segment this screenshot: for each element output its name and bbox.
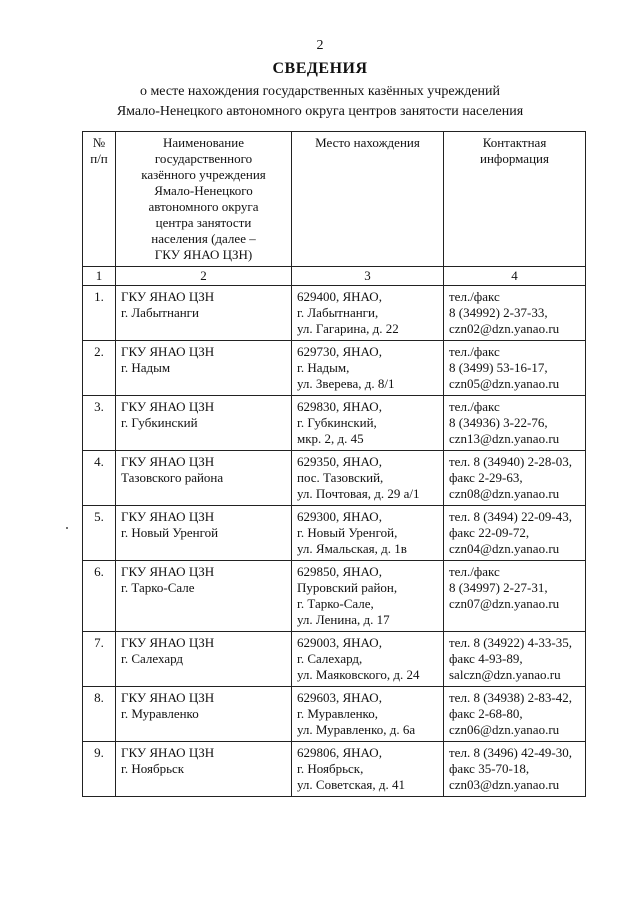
center-address	[292, 286, 444, 341]
row-number: 4.	[83, 451, 116, 506]
center-address-line: 629350, ЯНАО,	[297, 454, 382, 469]
center-name-line: г. Салехард	[121, 651, 184, 666]
header-line: п/п	[90, 151, 108, 166]
center-address-line: г. Новый Уренгой,	[297, 525, 398, 540]
center-address-line: мкр. 2, д. 45	[297, 431, 364, 446]
document-subtitle	[0, 82, 640, 122]
table-row	[83, 506, 586, 561]
center-address-line: 629806, ЯНАО,	[297, 745, 382, 760]
center-contact-line: 8 (3499) 53-16-17,	[449, 360, 548, 375]
center-name-line: г. Надым	[121, 360, 171, 375]
row-number: 1.	[83, 286, 116, 341]
header-line: центра занятости	[155, 215, 252, 230]
center-contact-line: факс 22-09-72,	[449, 525, 530, 540]
column-number: 3	[292, 267, 444, 286]
column-number: 1	[83, 267, 116, 286]
center-name-line: г. Новый Уренгой	[121, 525, 219, 540]
center-name	[116, 632, 292, 687]
center-address-line: 629400, ЯНАО,	[297, 289, 382, 304]
center-contact-line: czn07@dzn.yanao.ru	[449, 596, 560, 611]
column-number: 2	[116, 267, 292, 286]
center-contact-line: тел./факс	[449, 344, 500, 359]
center-name	[116, 742, 292, 797]
center-address-line: ул. Советская, д. 41	[297, 777, 406, 792]
table-row	[83, 687, 586, 742]
center-address-line: ул. Муравленко, д. 6а	[297, 722, 416, 737]
header-line: Контактная	[482, 135, 547, 150]
center-name-line: ГКУ ЯНАО ЦЗН	[121, 690, 215, 705]
center-address-line: 629003, ЯНАО,	[297, 635, 382, 650]
center-address-line: г. Ноябрьск,	[297, 761, 364, 776]
center-address	[292, 451, 444, 506]
employment-centers-table	[82, 131, 586, 797]
center-address-line: г. Муравленко,	[297, 706, 378, 721]
center-name-line: ГКУ ЯНАО ЦЗН	[121, 745, 215, 760]
center-address-line: г. Салехард,	[297, 651, 363, 666]
column-number-row	[83, 267, 586, 286]
row-number: 6.	[83, 561, 116, 632]
center-address	[292, 396, 444, 451]
center-contact-line: тел. 8 (34922) 4-33-35,	[449, 635, 573, 650]
center-contact	[444, 632, 586, 687]
table-row	[83, 632, 586, 687]
row-number: 5.	[83, 506, 116, 561]
center-contact-line: тел./факс	[449, 399, 500, 414]
center-address-line: 629730, ЯНАО,	[297, 344, 382, 359]
center-name	[116, 341, 292, 396]
center-name	[116, 506, 292, 561]
center-contact	[444, 687, 586, 742]
center-contact	[444, 451, 586, 506]
center-name-line: ГКУ ЯНАО ЦЗН	[121, 399, 215, 414]
center-address	[292, 561, 444, 632]
center-address-line: 629300, ЯНАО,	[297, 509, 382, 524]
header-line: населения (далее –	[151, 231, 256, 246]
center-address	[292, 742, 444, 797]
center-name-line: г. Муравленко	[121, 706, 199, 721]
center-contact-line: факс 2-29-63,	[449, 470, 523, 485]
subtitle-line: о месте нахождения государственных казённых учреждений	[139, 84, 501, 99]
row-number: 3.	[83, 396, 116, 451]
center-name	[116, 687, 292, 742]
center-name-line: ГКУ ЯНАО ЦЗН	[121, 454, 215, 469]
header-line: №	[92, 135, 106, 150]
scan-speck	[66, 527, 68, 529]
center-name	[116, 561, 292, 632]
header-line: Место нахождения	[315, 135, 420, 150]
center-contact	[444, 396, 586, 451]
table-row	[83, 451, 586, 506]
header-number	[83, 132, 116, 267]
center-contact	[444, 341, 586, 396]
header-line: информация	[480, 151, 549, 166]
header-line: автономного округа	[148, 199, 259, 214]
center-contact-line: czn04@dzn.yanao.ru	[449, 541, 560, 556]
center-name-line: Тазовского района	[121, 470, 224, 485]
table-row	[83, 341, 586, 396]
center-name-line: г. Ноябрьск	[121, 761, 185, 776]
center-contact-line: тел./факс	[449, 564, 500, 579]
center-contact-line: czn02@dzn.yanao.ru	[449, 321, 560, 336]
center-contact-line: факс 4-93-89,	[449, 651, 523, 666]
center-contact-line: факс 2-68-80,	[449, 706, 523, 721]
center-contact-line: 8 (34936) 3-22-76,	[449, 415, 548, 430]
center-contact	[444, 506, 586, 561]
row-number: 2.	[83, 341, 116, 396]
header-address	[292, 132, 444, 267]
center-address	[292, 632, 444, 687]
center-contact-line: тел. 8 (34940) 2-28-03,	[449, 454, 573, 469]
header-line: Наименование	[163, 135, 244, 150]
center-address-line: ул. Ленина, д. 17	[297, 612, 390, 627]
center-address-line: Пуровский район,	[297, 580, 398, 595]
center-contact-line: czn03@dzn.yanao.ru	[449, 777, 560, 792]
center-contact	[444, 742, 586, 797]
center-address-line: 629830, ЯНАО,	[297, 399, 382, 414]
center-address-line: 629850, ЯНАО,	[297, 564, 382, 579]
table-row	[83, 742, 586, 797]
header-line: ГКУ ЯНАО ЦЗН)	[154, 247, 253, 262]
header-line: Ямало-Ненецкого	[154, 183, 253, 198]
center-contact-line: тел. 8 (34938) 2-83-42,	[449, 690, 573, 705]
subtitle-line: Ямало-Ненецкого автономного округа центров занятости населения	[116, 104, 524, 119]
center-contact-line: тел. 8 (3494) 22-09-43,	[449, 509, 573, 524]
row-number: 7.	[83, 632, 116, 687]
center-address-line: ул. Маяковского, д. 24	[297, 667, 420, 682]
column-number: 4	[444, 267, 586, 286]
center-address	[292, 687, 444, 742]
center-address-line: г. Тарко-Сале,	[297, 596, 374, 611]
table-row	[83, 286, 586, 341]
center-address-line: 629603, ЯНАО,	[297, 690, 382, 705]
page-number: 2	[316, 38, 324, 53]
center-contact-line: факс 35-70-18,	[449, 761, 530, 776]
center-address-line: ул. Гагарина, д. 22	[297, 321, 399, 336]
center-name-line: г. Тарко-Сале	[121, 580, 195, 595]
center-contact	[444, 286, 586, 341]
row-number: 9.	[83, 742, 116, 797]
center-contact-line: salczn@dzn.yanao.ru	[449, 667, 561, 682]
center-contact-line: тел. 8 (3496) 42-49-30,	[449, 745, 573, 760]
center-name-line: ГКУ ЯНАО ЦЗН	[121, 564, 215, 579]
center-contact	[444, 561, 586, 632]
header-contact	[444, 132, 586, 267]
center-contact-line: czn13@dzn.yanao.ru	[449, 431, 560, 446]
center-contact-line: 8 (34997) 2-27-31,	[449, 580, 548, 595]
center-name-line: г. Лабытнанги	[121, 305, 199, 320]
center-contact-line: czn08@dzn.yanao.ru	[449, 486, 560, 501]
center-address-line: ул. Зверева, д. 8/1	[297, 376, 395, 391]
header-line: казённого учреждения	[141, 167, 266, 182]
center-address	[292, 341, 444, 396]
center-contact-line: czn05@dzn.yanao.ru	[449, 376, 560, 391]
center-address-line: пос. Тазовский,	[297, 470, 384, 485]
center-contact-line: 8 (34992) 2-37-33,	[449, 305, 548, 320]
center-name-line: ГКУ ЯНАО ЦЗН	[121, 509, 215, 524]
center-name-line: ГКУ ЯНАО ЦЗН	[121, 635, 215, 650]
center-name-line: г. Губкинский	[121, 415, 198, 430]
center-address-line: ул. Ямальская, д. 1в	[297, 541, 407, 556]
center-address	[292, 506, 444, 561]
table-row	[83, 396, 586, 451]
header-name	[116, 132, 292, 267]
center-contact-line: czn06@dzn.yanao.ru	[449, 722, 560, 737]
center-name	[116, 451, 292, 506]
center-name	[116, 286, 292, 341]
center-name	[116, 396, 292, 451]
center-name-line: ГКУ ЯНАО ЦЗН	[121, 344, 215, 359]
center-address-line: ул. Почтовая, д. 29 а/1	[297, 486, 420, 501]
row-number: 8.	[83, 687, 116, 742]
center-name-line: ГКУ ЯНАО ЦЗН	[121, 289, 215, 304]
center-address-line: г. Лабытнанги,	[297, 305, 379, 320]
center-contact-line: тел./факс	[449, 289, 500, 304]
center-address-line: г. Губкинский,	[297, 415, 377, 430]
table-row	[83, 561, 586, 632]
table-header-row	[83, 132, 586, 267]
header-line: государственного	[154, 151, 253, 166]
center-address-line: г. Надым,	[297, 360, 350, 375]
document-title: СВЕДЕНИЯ	[272, 60, 368, 77]
